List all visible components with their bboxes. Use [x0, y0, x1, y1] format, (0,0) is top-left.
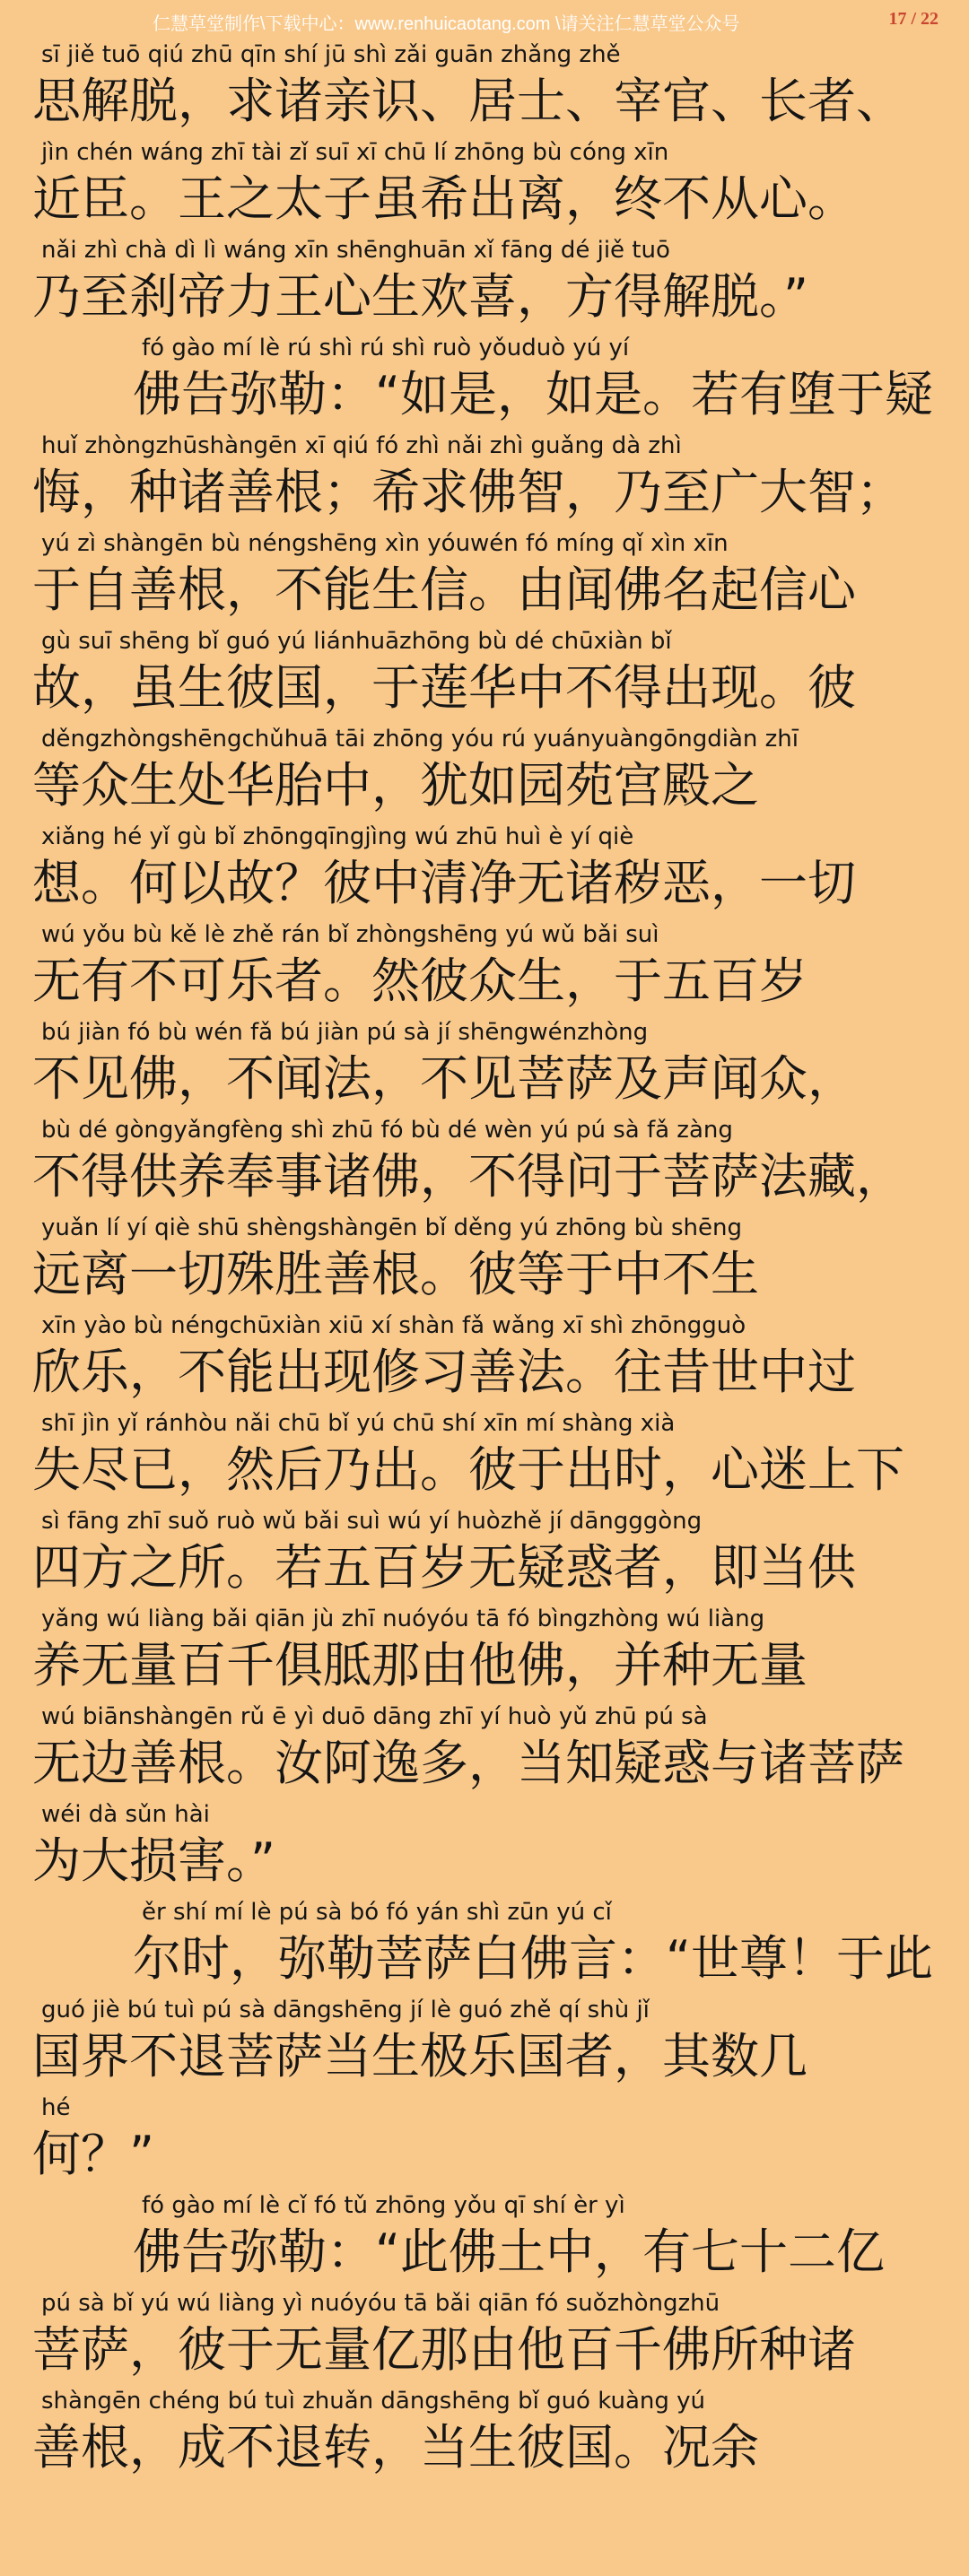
pinyin-line: jìn chén wáng zhī tài zǐ suī xī chū lí zhōng bù cóng xīn	[41, 139, 669, 166]
pinyin-line: gù suī shēng bǐ guó yú liánhuāzhōng bù dé chūxiàn bǐ	[41, 628, 672, 655]
pinyin-line: pú sà bǐ yú wú liàng yì nuóyóu tā bǎi qiān fó suǒzhòngzhū	[41, 2290, 720, 2317]
pinyin-line: wéi dà sǔn hài	[41, 1801, 210, 1828]
hanzi-line: 失尽已，然后乃出。彼于出时，心迷上下	[32, 1441, 904, 1498]
hanzi-line: 不得供养奉事诸佛，不得问于菩萨法藏，	[32, 1148, 904, 1205]
header-text: 仁慧草堂制作\下载中心：www.renhuicaotang.com \请关注仁慧草堂公众号	[153, 14, 740, 34]
text-line	[0, 1017, 969, 1114]
text-line	[0, 39, 969, 136]
pinyin-line: bú jiàn fó bù wén fǎ bú jiàn pú sà jí shēngwénzhòng	[41, 1019, 649, 1046]
pinyin-line: ěr shí mí lè pú sà bó fó yán shì zūn yú cǐ	[142, 1899, 612, 1926]
hanzi-line: 佛告弥勒：“此佛土中，有七十二亿	[133, 2224, 885, 2280]
pinyin-line: sì fāng zhī suǒ ruò wǔ bǎi suì wú yí huòzhě jí dāngggòng	[41, 1508, 703, 1535]
hanzi-line: 养无量百千俱胝那由他佛，并种无量	[32, 1637, 808, 1693]
pinyin-line: shàngēn chéng bú tuì zhuǎn dāngshēng bǐ guó kuàng yú	[41, 2388, 705, 2415]
hanzi-line: 欣乐，不能出现修习善法。往昔世中过	[32, 1344, 856, 1400]
text-line	[0, 822, 969, 918]
hanzi-line: 远离一切殊胜善根。彼等于中不生	[32, 1246, 759, 1302]
hanzi-line: 无有不可乐者。然彼众生，于五百岁	[32, 953, 808, 1009]
hanzi-line: 故，虽生彼国，于莲华中不得出现。彼	[32, 659, 856, 716]
hanzi-line: 悔，种诸善根；希求佛智，乃至广大智；	[32, 464, 904, 520]
hanzi-line: 佛告弥勒：“如是，如是。若有堕于疑	[133, 366, 933, 422]
hanzi-line: 善根，成不退转，当生彼国。况余	[32, 2419, 759, 2476]
text-line	[0, 919, 969, 1016]
hanzi-line: 于自善根，不能生信。由闻佛名起信心	[32, 561, 856, 618]
hanzi-line: 乃至刹帝力王心生欢喜，方得解脱。”	[32, 268, 808, 325]
text-line	[0, 626, 969, 723]
pinyin-line: xīn yào bù néngchūxiàn xiū xí shàn fǎ wǎng xī shì zhōngguò	[41, 1312, 746, 1339]
pinyin-line: wú yǒu bù kě lè zhě rán bǐ zhòngshēng yú wǔ bǎi suì	[41, 921, 659, 948]
text-line	[0, 1897, 969, 1994]
hanzi-line: 无边善根。汝阿逸多，当知疑惑与诸菩萨	[32, 1735, 904, 1791]
text-line	[0, 1799, 969, 1896]
hanzi-line: 四方之所。若五百岁无疑惑者，即当供	[32, 1539, 856, 1596]
text-line	[0, 1310, 969, 1407]
hanzi-line: 国界不退菩萨当生极乐国者，其数几	[32, 2028, 808, 2084]
pinyin-line: xiǎng hé yǐ gù bǐ zhōngqīngjìng wú zhū huì è yí qiè	[41, 823, 634, 850]
text-line	[0, 235, 969, 332]
hanzi-line: 何？”	[32, 2126, 154, 2182]
text-line	[0, 1408, 969, 1505]
text-line	[0, 137, 969, 234]
hanzi-line: 为大损害。”	[32, 1832, 275, 1889]
hanzi-line: 菩萨，彼于无量亿那由他百千佛所种诸	[32, 2321, 856, 2378]
text-line	[0, 724, 969, 821]
hanzi-line: 等众生处华胎中，犹如园苑宫殿之	[32, 757, 759, 814]
hanzi-line: 近臣。王之太子虽希出离，终不从心。	[32, 170, 856, 227]
text-line	[0, 2093, 969, 2189]
pinyin-line: hé	[41, 2094, 71, 2121]
pinyin-line: bù dé gòngyǎngfèng shì zhū fó bù dé wèn yú pú sà fǎ zàng	[41, 1117, 733, 1144]
page-number: 17 / 22	[888, 9, 938, 29]
hanzi-line: 思解脱，求诸亲识、居士、宰官、长者、	[32, 73, 904, 129]
text-line	[0, 1701, 969, 1798]
pinyin-line: guó jiè bú tuì pú sà dāngshēng jí lè guó zhě qí shù jǐ	[41, 1997, 650, 2023]
hanzi-line: 尔时，弥勒菩萨白佛言：“世尊！于此	[133, 1930, 933, 1987]
text-line	[0, 2386, 969, 2483]
pinyin-line: huǐ zhòngzhūshàngēn xī qiú fó zhì nǎi zhì guǎng dà zhì	[41, 432, 682, 459]
hanzi-line: 不见佛，不闻法，不见菩萨及声闻众，	[32, 1050, 856, 1107]
text-line	[0, 528, 969, 625]
pinyin-line: yǎng wú liàng bǎi qiān jù zhī nuóyóu tā fó bìngzhòng wú liàng	[41, 1606, 765, 1632]
pinyin-line: nǎi zhì chà dì lì wáng xīn shēnghuān xǐ fāng dé jiě tuō	[41, 237, 670, 264]
text-line	[0, 1604, 969, 1701]
pinyin-line: sī jiě tuō qiú zhū qīn shí jū shì zǎi guān zhǎng zhě	[41, 41, 621, 68]
hanzi-line: 想。何以故？彼中清净无诸秽恶，一切	[32, 855, 856, 911]
pinyin-line: yú zì shàngēn bù néngshēng xìn yóuwén fó míng qǐ xìn xīn	[41, 530, 729, 557]
pinyin-line: yuǎn lí yí qiè shū shèngshàngēn bǐ děng yú zhōng bù shēng	[41, 1214, 742, 1241]
text-line	[0, 1995, 969, 2092]
pinyin-line: shī jìn yǐ ránhòu nǎi chū bǐ yú chū shí xīn mí shàng xià	[41, 1410, 676, 1437]
pinyin-line: wú biānshàngēn rǔ ē yì duō dāng zhī yí huò yǔ zhū pú sà	[41, 1703, 708, 1730]
text-line	[0, 1115, 969, 1212]
text-line	[0, 1213, 969, 1310]
text-line	[0, 431, 969, 527]
text-line	[0, 333, 969, 430]
pinyin-line: fó gào mí lè cǐ fó tǔ zhōng yǒu qī shí èr yì	[142, 2192, 625, 2219]
text-line	[0, 2288, 969, 2385]
text-line	[0, 1506, 969, 1603]
pinyin-line: děngzhòngshēngchǔhuā tāi zhōng yóu rú yuányuàngōngdiàn zhī	[41, 726, 799, 753]
text-line	[0, 2190, 969, 2287]
pinyin-line: fó gào mí lè rú shì rú shì ruò yǒuduò yú yí	[142, 335, 630, 361]
